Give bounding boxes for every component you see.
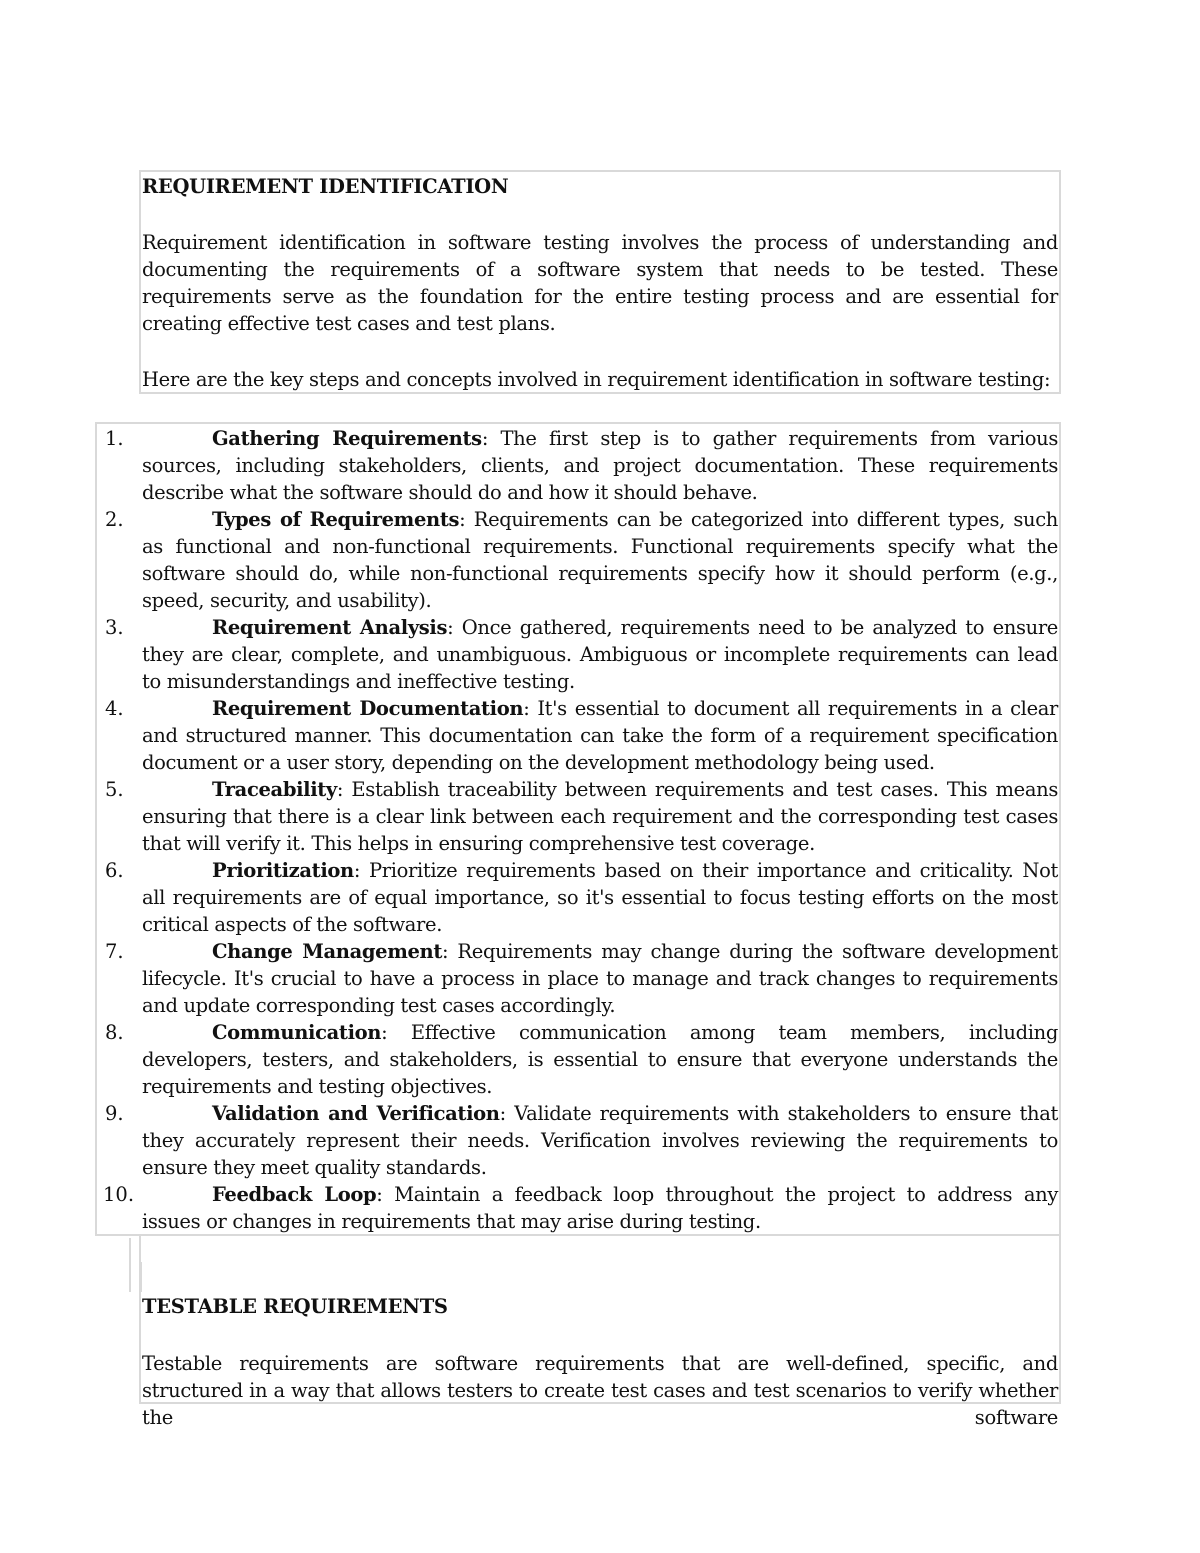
intro-lead-sentence: Here are the key steps and concepts involved in requirement identification in software testing:	[142, 368, 1051, 391]
list-item-body	[142, 695, 1058, 776]
list-item-term: Requirement Documentation	[212, 697, 524, 720]
list-item-term: Traceability	[212, 778, 337, 801]
list-item-text: : Prioritize requirements based on their importance and criticality. Not all requirements are of equal importance, so it's essential to focus testing efforts on the most critical aspects of the software.	[142, 859, 1058, 936]
list-item-text: : It's essential to document all requirements in a clear and structured manner. This documentation can take the form of a requirement specification document or a user story, depending on the development methodology being used.	[142, 697, 1059, 774]
list-item-term: Gathering Requirements	[212, 427, 482, 450]
list-item	[0, 506, 1200, 614]
list-item-text: : Requirements may change during the software development lifecycle. It's crucial to have a process in place to manage and track changes to requirements and update corresponding test cases accordingly.	[142, 940, 1058, 1017]
list-item-term: Validation and Verification	[212, 1102, 500, 1125]
section-heading-testable-requirements: TESTABLE REQUIREMENTS	[142, 1295, 448, 1318]
list-item-text: : Once gathered, requirements need to be analyzed to ensure they are clear, complete, and unambiguous. Ambiguous or incomplete requirements can lead to misunderstandings and ineffective testing.	[142, 616, 1058, 693]
list-item-body	[142, 857, 1058, 938]
list-item-text: : Effective communication among team members, including developers, testers, and stakeholders, is essential to ensure that everyone understands the requirements and testing objectives.	[142, 1021, 1058, 1098]
list-item-number: 4.	[105, 697, 124, 720]
list-item	[0, 1019, 1200, 1100]
list-item-term: Change Management	[212, 940, 443, 963]
list-item	[0, 695, 1200, 776]
intro-paragraph: Requirement identification in software testing involves the process of understanding and documenting the requirements of a software system that needs to be tested. These requirements serve as the foundation for the entire testing process and are essential for creating effective test cases and test plans.	[142, 231, 1058, 335]
list-item-term: Requirement Analysis	[212, 616, 448, 639]
text-cursor-line	[140, 1262, 142, 1292]
steps-list	[0, 425, 1200, 1235]
list-item-body	[142, 506, 1058, 614]
testable-paragraph: Testable requirements are software requirements that are well-defined, specific, and structured in a way that allows testers to create test cases and test scenarios to verify whether the software	[142, 1352, 1058, 1429]
list-item	[0, 425, 1200, 506]
list-item-number: 5.	[105, 778, 124, 801]
list-item-text: : Establish traceability between requirements and test cases. This means ensuring that there is a clear link between each requirement and the corresponding test cases that will verify it. This helps in ensuring comprehensive test coverage.	[142, 778, 1058, 855]
list-item-body	[142, 1181, 1058, 1235]
list-item-body	[142, 1100, 1058, 1181]
list-item-number: 7.	[105, 940, 124, 963]
list-item-term: Types of Requirements	[212, 508, 460, 531]
list-item-number: 1.	[105, 427, 124, 450]
list-item-number: 6.	[105, 859, 124, 882]
list-item-term: Communication	[212, 1021, 382, 1044]
list-item-text: : Requirements can be categorized into different types, such as functional and non-functional requirements. Functional requirements specify what the software should do, while non-functional requirements specify how it should perform (e.g., speed, security, and usability).	[142, 508, 1058, 612]
list-item-number: 9.	[105, 1102, 124, 1125]
list-item	[0, 1181, 1200, 1235]
list-item-number: 3.	[105, 616, 124, 639]
list-item-term: Feedback Loop	[212, 1183, 377, 1206]
list-item	[0, 614, 1200, 695]
list-item-body	[142, 938, 1058, 1019]
list-item-text: : Validate requirements with stakeholders to ensure that they accurately represent their needs. Verification involves reviewing the requirements to ensure they meet quality standards.	[142, 1102, 1058, 1179]
list-item-body	[142, 776, 1058, 857]
list-item-term: Prioritization	[212, 859, 354, 882]
list-item-number: 2.	[105, 508, 124, 531]
list-item-body	[142, 614, 1058, 695]
list-item-body	[142, 1019, 1058, 1100]
text-cursor-line	[129, 1238, 131, 1292]
list-item	[0, 776, 1200, 857]
list-item-number: 10.	[103, 1183, 135, 1206]
list-item-number: 8.	[105, 1021, 124, 1044]
list-item-body	[142, 425, 1058, 506]
list-item	[0, 1100, 1200, 1181]
list-item-text: : Maintain a feedback loop throughout the project to address any issues or changes in requirements that may arise during testing.	[142, 1183, 1058, 1233]
list-item-text: : The first step is to gather requirements from various sources, including stakeholders, clients, and project documentation. These requirements describe what the software should do and how it should behave.	[142, 427, 1059, 504]
list-item	[0, 857, 1200, 938]
list-item	[0, 938, 1200, 1019]
section-heading-requirement-identification: REQUIREMENT IDENTIFICATION	[142, 175, 509, 198]
